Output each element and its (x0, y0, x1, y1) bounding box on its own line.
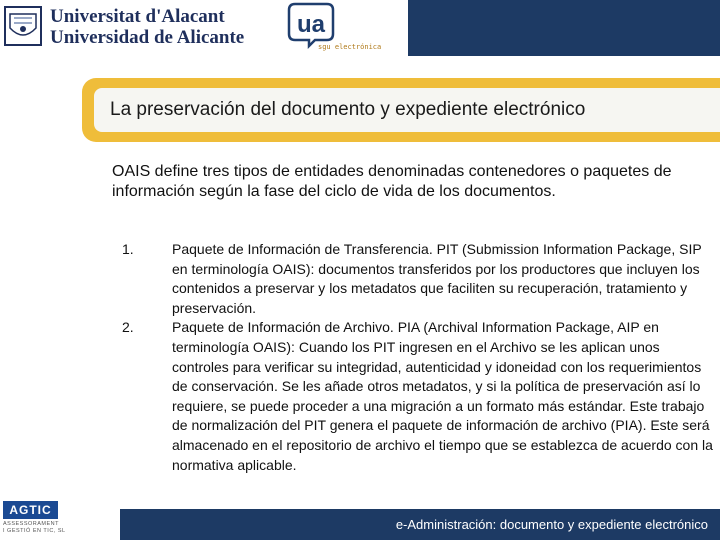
university-shield-icon (4, 6, 42, 46)
list-item-number: 2. (122, 319, 134, 336)
footer-text: e-Administración: documento y expediente electrónico (395, 517, 708, 532)
numbered-list (112, 240, 717, 475)
list-item (112, 240, 717, 318)
ua-logo-letters: ua (296, 11, 326, 38)
slide-title: La preservación del documento y expediente electrónico (110, 99, 586, 120)
header-accent-bar (408, 0, 720, 56)
list-item-text: Paquete de Información de Archivo. PIA (Archival Information Package, AIP en terminología OAIS): Cuando los PIT ingresen en el Archivo se les aplican unos controles para verificar su integridad, autenticidad y idoneidad con los requerimientos de conservación. Se les añade otros metadatos, y si la política de preservación así lo requiere, se puede proceder a una migración a un formato más estándar. Este trabajo de normalización del PIT genera el paquete de información de archivo (PIA). Este será almacenado en el repositorio de archivo el tiempo que se establezca de acuerdo con la normativa aplicable. (172, 319, 713, 473)
footer-bar (120, 509, 720, 540)
list-item-text: Paquete de Información de Transferencia. PIT (Submission Information Package, SIP en terminología OAIS): documentos transferidos por los productores que incluyen los contenidos a preservar y los metadatos que faciliten su recuperación, tratamiento y preservación. (172, 241, 702, 316)
ua-logo-icon (285, 2, 395, 54)
ua-logo-subtitle: sgu electrónica (318, 43, 382, 51)
university-logo (0, 0, 245, 56)
university-name-valencian: Universitat d'Alacant (50, 6, 225, 27)
agtic-subtitle-line1: ASSESSORAMENT (3, 521, 60, 527)
agtic-logo: AGTIC (3, 501, 58, 519)
agtic-subtitle (3, 521, 113, 535)
header (0, 0, 720, 56)
agtic-subtitle-line2: I GESTIÓ EN TIC, SL (3, 528, 66, 534)
list-item-number: 1. (122, 241, 134, 257)
list-item (112, 318, 717, 475)
intro-paragraph: OAIS define tres tipos de entidades denominadas contenedores o paquetes de información según la fase del ciclo de vida de los documentos. (112, 163, 672, 200)
university-name-spanish: Universidad de Alicante (50, 27, 245, 48)
